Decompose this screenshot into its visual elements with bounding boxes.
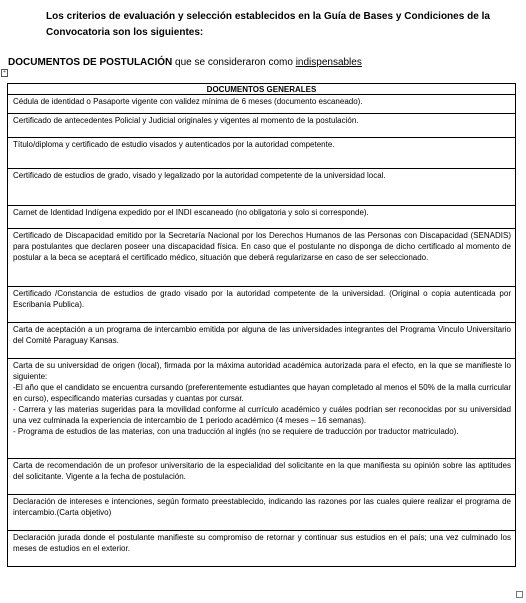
- table-cell[interactable]: Carta de aceptación a un programa de intercambio emitida por alguna de las universidades integrantes del Programa Vinculo Universitario del Comité Paraguay Kansas.: [8, 323, 516, 359]
- table-cell[interactable]: Carta de recomendación de un profesor universitario de la especialidad del solicitante en la que manifiesta su opinión sobre las aptitudes del solicitante. Vigente a la fecha de postulación.: [8, 459, 516, 495]
- table-resize-handle-icon[interactable]: [516, 591, 523, 598]
- table-row: [8, 287, 516, 323]
- documents-table: [7, 83, 516, 567]
- table-cell[interactable]: Certificado de antecedentes Policial y Judicial originales y vigentes al momento de la postulación.: [8, 114, 516, 138]
- table-row: [8, 323, 516, 359]
- table-row: [8, 459, 516, 495]
- section-heading-bold: DOCUMENTOS DE POSTULACIÓN: [8, 57, 173, 68]
- table-row: [8, 359, 516, 459]
- table-cell[interactable]: Carta de su universidad de origen (local), firmada por la máxima autoridad académica autorizada para el efecto, en la que se manifieste lo siguiente: -El año que el candidato se encuentra cursando (preferentemente estudiantes que hayan completado al menos el 50% de la malla curricular en curso), especificando materias cursadas y cuantas por cursar. - Carrera y las materias sugeridas para la movilidad conforme al currículo académico y cuáles podrían ser reconocidas por su universidad una vez culminada la experiencia de intercambio de 1 periodo académico (4 meses – 16 semanas). - Programa de estudios de las materias, con una traducción al inglés (no se requiere de traducción por traductor matriculado).: [8, 359, 516, 459]
- table-cell[interactable]: Título/diploma y certificado de estudio visados y autenticados por la autoridad competente.: [8, 138, 516, 169]
- table-row: [8, 495, 516, 531]
- table-cell[interactable]: Certificado /Constancia de estudios de grado visado por la autoridad competente de la universidad. (Original o copia autenticada por Escribanía Publica).: [8, 287, 516, 323]
- table-row: [8, 95, 516, 114]
- table-move-handle-icon[interactable]: +: [1, 69, 8, 77]
- table-header: DOCUMENTOS GENERALES: [8, 84, 516, 95]
- table-row: [8, 114, 516, 138]
- section-heading-text: que se consideraron como: [172, 57, 296, 68]
- table-row: [8, 169, 516, 206]
- table-cell[interactable]: Certificado de Discapacidad emitido por la Secretaría Nacional por los Derechos Humanos de las Personas con Discapacidad (SENADIS) para postulantes que declaren poseer una discapacidad física. En caso que el postulante no disponga de dicho certificado al momento de postular a la beca se aceptará el certificado médico, situación que deberá regularizarse en caso de ser seleccionado.: [8, 229, 516, 287]
- table-cell[interactable]: Cédula de identidad o Pasaporte vigente con validez mínima de 6 meses (documento escaneado).: [8, 95, 516, 114]
- table-row: [8, 229, 516, 287]
- section-heading-underlined: indispensables: [295, 57, 362, 68]
- table-row: [8, 206, 516, 229]
- section-heading: [8, 56, 362, 70]
- table-row: [8, 138, 516, 169]
- table-row: [8, 531, 516, 567]
- table-cell[interactable]: Certificado de estudios de grado, visado y legalizado por la autoridad competente de la universidad local.: [8, 169, 516, 206]
- intro-paragraph: Los criterios de evaluación y selección establecidos en la Guía de Bases y Condiciones de la Convocatoria son los siguientes:: [46, 11, 490, 38]
- table-cell[interactable]: Declaración jurada donde el postulante manifieste su compromiso de retornar y continuar sus estudios en el país; una vez culminado los meses de estudios en el exterior.: [8, 531, 516, 567]
- table-cell[interactable]: Declaración de intereses e intenciones, según formato preestablecido, indicando las razones por las cuales quiere realizar el programa de intercambio.(Carta objetivo): [8, 495, 516, 531]
- table-cell[interactable]: Carnet de Identidad Indígena expedido por el INDI escaneado (no obligatoria y solo si corresponde).: [8, 206, 516, 229]
